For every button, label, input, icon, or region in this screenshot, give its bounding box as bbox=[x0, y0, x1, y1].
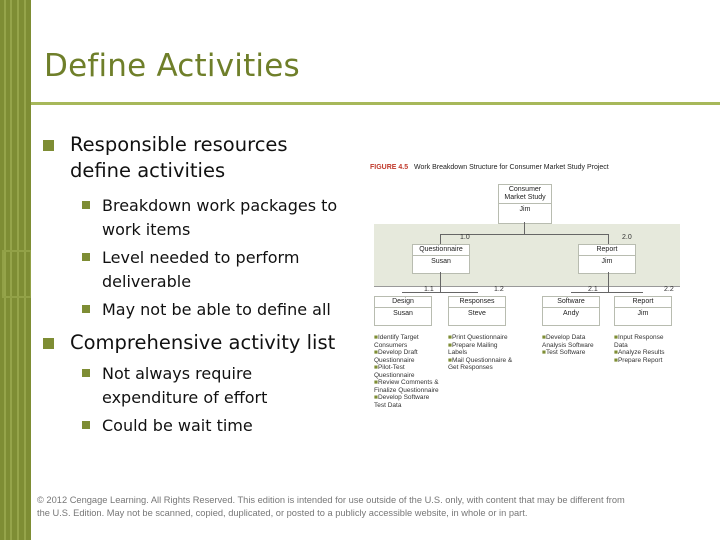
wbs-report-tasks: ■Input Response Data ■Analyze Results ■Prepare Report bbox=[614, 334, 665, 364]
wbs-title: Software bbox=[543, 297, 599, 308]
wbs-title: Report bbox=[579, 245, 635, 256]
square-sub-bullet-icon bbox=[82, 369, 90, 377]
bullet-line: define activities bbox=[70, 159, 226, 182]
wbs-owner: Jim bbox=[601, 258, 613, 265]
wbs-code: 2.0 bbox=[622, 234, 632, 241]
wbs-task: Develop Software Test Data bbox=[374, 394, 430, 409]
wbs-title: Questionnaire bbox=[413, 245, 469, 256]
wbs-code: 1.1 bbox=[424, 286, 434, 293]
wbs-design-box bbox=[374, 296, 432, 326]
wbs-code: 1.0 bbox=[460, 234, 470, 241]
sub-bullet-line: Level needed to perform bbox=[102, 248, 300, 267]
sub-bullet-line: May not be able to define all bbox=[102, 300, 331, 319]
sub-bullet-line: Not always require bbox=[102, 364, 253, 383]
square-bullet-icon bbox=[43, 140, 54, 151]
sub-bullet-line: deliverable bbox=[102, 272, 192, 291]
wbs-code: 2.2 bbox=[664, 286, 674, 293]
wbs-task: Review Comments & Finalize Questionnaire bbox=[374, 379, 439, 394]
wbs-owner: Susan bbox=[393, 310, 413, 317]
wbs-title: Design bbox=[375, 297, 431, 308]
wbs-questionnaire-box bbox=[412, 244, 470, 274]
bullet-line: Comprehensive activity list bbox=[70, 331, 336, 354]
sub-bullet-line: expenditure of effort bbox=[102, 388, 268, 407]
square-sub-bullet-icon bbox=[82, 201, 90, 209]
square-sub-bullet-icon bbox=[82, 421, 90, 429]
figure-caption-text: Work Breakdown Structure for Consumer Market Study Project bbox=[413, 164, 609, 171]
square-sub-bullet-icon bbox=[82, 305, 90, 313]
sub-bullet-level-needed bbox=[102, 246, 352, 294]
wbs-task: Print Questionnaire bbox=[451, 334, 508, 341]
wbs-responses-tasks: ■Print Questionnaire ■Prepare Mailing Labels ■Mail Questionnaire & Get Responses bbox=[448, 334, 513, 371]
sub-bullet-line: Breakdown work packages to bbox=[102, 196, 338, 215]
wbs-owner: Andy bbox=[563, 310, 579, 317]
wbs-title: Report bbox=[615, 297, 671, 308]
wbs-task: Mail Questionnaire & Get Responses bbox=[448, 356, 513, 371]
wbs-figure bbox=[368, 158, 680, 448]
title-divider bbox=[31, 102, 720, 105]
wbs-title: Responses bbox=[449, 297, 505, 308]
footer-line: the U.S. Edition. May not be scanned, copied, duplicated, or posted to a publicly accessible website, in whole or in part. bbox=[37, 508, 528, 518]
wbs-task: Develop Draft Questionnaire bbox=[374, 349, 418, 364]
square-sub-bullet-icon bbox=[82, 253, 90, 261]
wbs-owner: Jim bbox=[637, 310, 649, 317]
bullet-responsible-resources bbox=[70, 132, 288, 184]
wbs-owner: Jim bbox=[519, 206, 531, 213]
slide-title: Define Activities bbox=[44, 48, 300, 84]
figure-caption bbox=[370, 164, 609, 171]
wbs-task: Test Software bbox=[545, 349, 586, 356]
wbs-task: Analyze Results bbox=[617, 349, 665, 356]
bullet-line: Responsible resources bbox=[70, 133, 288, 156]
wbs-task: Input Response Data bbox=[614, 334, 664, 349]
sub-bullet-line: work items bbox=[102, 220, 191, 239]
wbs-task: Pilot-Test Questionnaire bbox=[374, 364, 415, 379]
footer-line: © 2012 Cengage Learning. All Rights Reserved. This edition is intended for use outside of the U.S. only, with content that may be different from bbox=[37, 495, 625, 505]
wbs-title: Consumer bbox=[508, 186, 542, 193]
wbs-report-box bbox=[578, 244, 636, 274]
sub-bullet-line: Could be wait time bbox=[102, 416, 253, 435]
wbs-owner: Susan bbox=[431, 258, 451, 265]
bullet-comprehensive-list bbox=[70, 330, 335, 356]
sub-bullet-wait-time bbox=[102, 414, 352, 438]
sub-bullet-not-always bbox=[102, 362, 352, 410]
wbs-software-box bbox=[542, 296, 600, 326]
sub-bullet-breakdown bbox=[102, 194, 352, 242]
wbs-design-tasks: ■Identify Target Consumers ■Develop Draft Questionnaire ■Pilot-Test Questionnaire ■Review Comments & Finalize Questionnaire ■Develop Software Test Data bbox=[374, 334, 439, 409]
wbs-software-tasks: ■Develop Data Analysis Software ■Test Software bbox=[542, 334, 594, 356]
square-bullet-icon bbox=[43, 338, 54, 349]
wbs-task: Identify Target Consumers bbox=[374, 334, 419, 349]
wbs-task: Develop Data Analysis Software bbox=[542, 334, 594, 349]
wbs-task: Prepare Report bbox=[617, 356, 663, 364]
wbs-root-box bbox=[498, 184, 552, 224]
wbs-code: 1.2 bbox=[494, 286, 504, 293]
sub-bullet-may-not bbox=[102, 298, 352, 322]
wbs-owner: Steve bbox=[468, 310, 486, 317]
copyright-footer bbox=[37, 494, 687, 520]
wbs-title: Market Study bbox=[504, 194, 546, 201]
left-decorative-band bbox=[0, 0, 31, 540]
wbs-task: Prepare Mailing Labels bbox=[448, 341, 498, 356]
wbs-report2-box bbox=[614, 296, 672, 326]
wbs-responses-box bbox=[448, 296, 506, 326]
wbs-code: 2.1 bbox=[588, 286, 598, 293]
figure-number: FIGURE 4.5 bbox=[370, 164, 409, 171]
